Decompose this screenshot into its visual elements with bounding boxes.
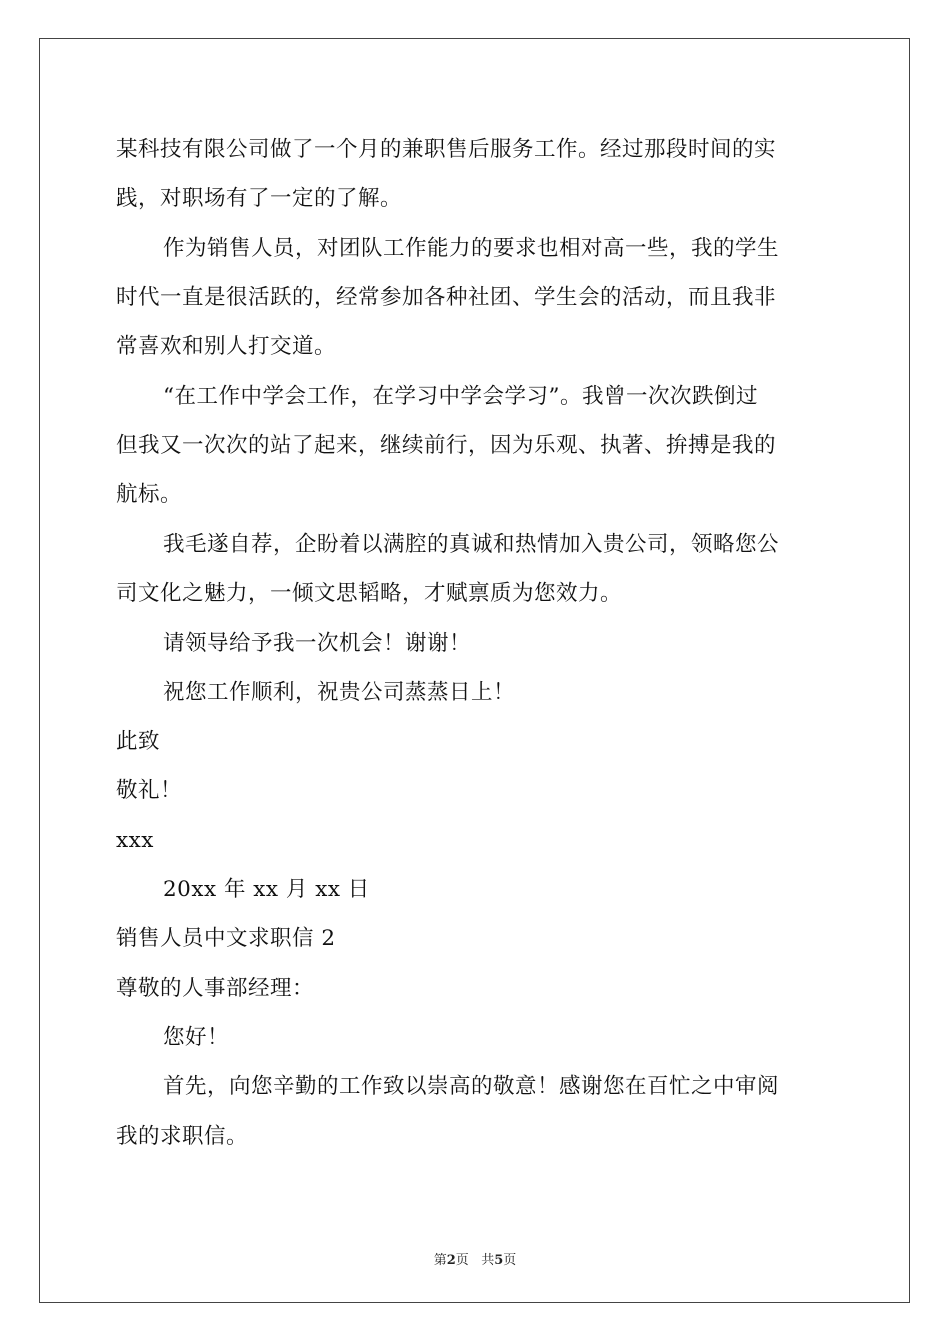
- paragraph-line: 我的求职信。: [116, 1124, 249, 1149]
- paragraph-line: 我毛遂自荐，企盼着以满腔的真诚和热情加入贵公司，领略您公: [163, 532, 780, 557]
- total-page-number: 5: [494, 1253, 504, 1268]
- paragraph-line: “在工作中学会工作，在学习中学会学习”。我曾一次次跌倒过: [163, 384, 758, 409]
- closing-line: 敬礼！: [116, 778, 183, 803]
- section-title: 销售人员中文求职信 2: [116, 926, 336, 951]
- page-frame: [39, 38, 910, 1303]
- paragraph-line: 请领导给予我一次机会！谢谢！: [163, 631, 472, 656]
- page-footer: [0, 1249, 950, 1268]
- footer-total-prefix: 共: [481, 1253, 495, 1268]
- paragraph-line: 但我又一次次的站了起来，继续前行，因为乐观、执著、拚搏是我的: [116, 433, 777, 458]
- footer-page-suffix: 页: [455, 1253, 469, 1268]
- paragraph-line: 某科技有限公司做了一个月的兼职售后服务工作。经过那段时间的实: [116, 137, 777, 162]
- salutation-line: 尊敬的人事部经理：: [116, 976, 315, 1001]
- footer-prefix: 第: [433, 1253, 447, 1268]
- closing-line: 此致: [116, 729, 161, 754]
- date-line: 20xx 年 xx 月 xx 日: [163, 877, 370, 902]
- current-page-number: 2: [446, 1253, 456, 1268]
- paragraph-line: 时代一直是很活跃的，经常参加各种社团、学生会的活动，而且我非: [116, 285, 777, 310]
- paragraph-line: 航标。: [116, 482, 183, 507]
- paragraph-line: 践，对职场有了一定的了解。: [116, 186, 403, 211]
- paragraph-line: 祝您工作顺利，祝贵公司蒸蒸日上！: [163, 680, 516, 705]
- signature-line: xxx: [116, 828, 154, 853]
- footer-total-suffix: 页: [503, 1253, 517, 1268]
- greeting-line: 您好！: [163, 1025, 230, 1050]
- paragraph-line: 首先，向您辛勤的工作致以崇高的敬意！感谢您在百忙之中审阅: [163, 1074, 780, 1099]
- paragraph-line: 司文化之魅力，一倾文思韬略，才赋禀质为您效力。: [116, 581, 623, 606]
- paragraph-line: 作为销售人员，对团队工作能力的要求也相对高一些，我的学生: [163, 236, 780, 261]
- paragraph-line: 常喜欢和别人打交道。: [116, 334, 337, 359]
